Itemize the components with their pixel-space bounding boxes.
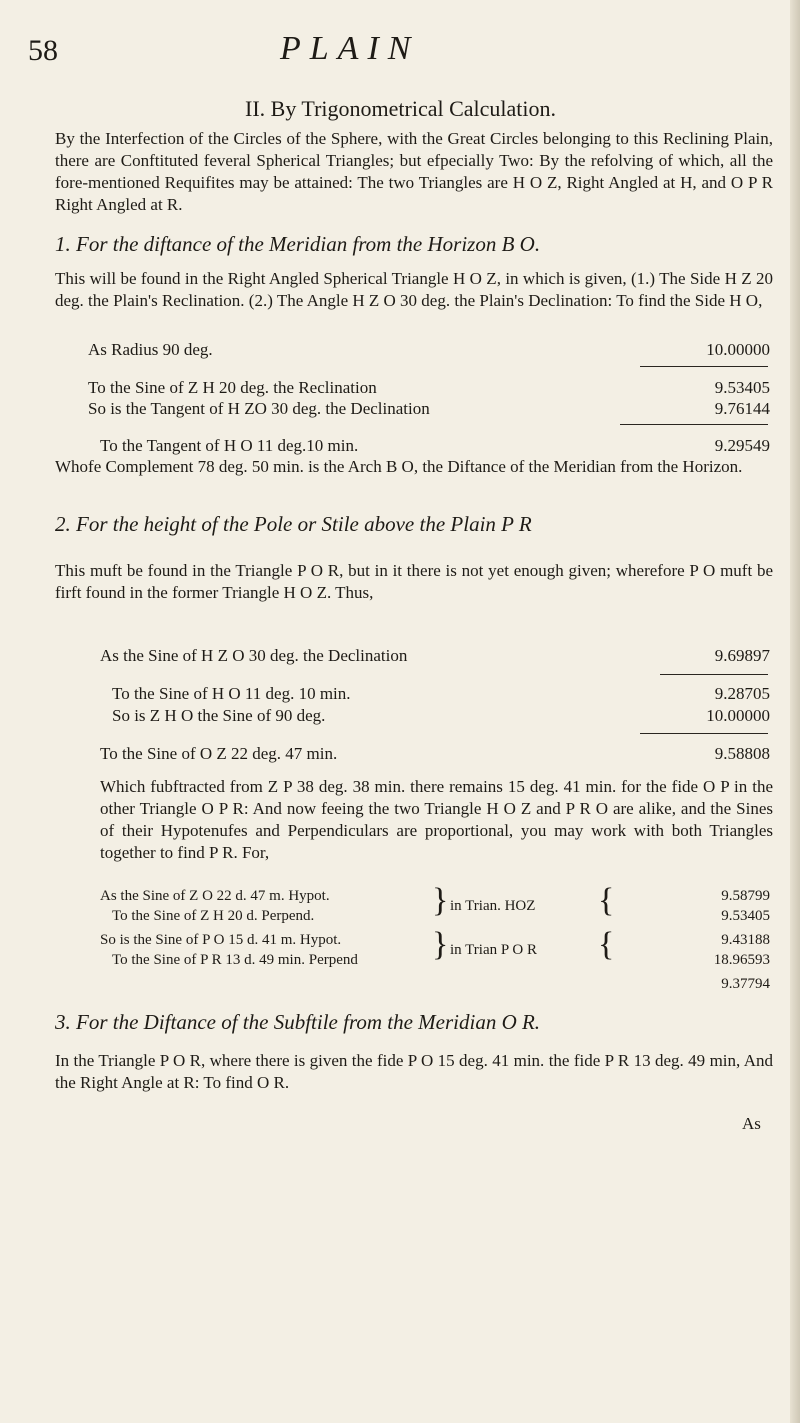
problem-2-heading: 2. For the height of the Pole or Stile above the Plain P R <box>55 512 532 536</box>
problem-2-text: This muft be found in the Triangle P O R, but in it there is not yet enough given; wherefore P O muft be firft found in the former Triangle H O Z. Thus, <box>55 561 773 602</box>
calc-row-label: To the Sine of H O 11 deg. 10 min. <box>112 684 351 703</box>
problem-3-text: In the Triangle P O R, where there is given the fide P O 15 deg. 41 min. the fide P R 13 deg. 49 min, And the Right Angle at R: To find O R. <box>55 1051 773 1092</box>
triangle-group-label: in Trian. HOZ <box>450 898 536 914</box>
calc-row-value: 9.69897 <box>714 646 770 665</box>
proportion-result: 9.37794 <box>721 976 770 992</box>
proportion-row-label: To the Sine of Z H 20 d. Perpend. <box>112 908 315 924</box>
sum-rule <box>660 674 768 675</box>
problem-2-conclusion: Which fubftracted from Z P 38 deg. 38 min. there remains 15 deg. 41 min. for the fide O P in the other Triangle O P R: And now feeing the two Triangle H O Z and P R O are alike, and the Sines of their Hypotenufes and Perpendiculars are proportional, you may work with both Triangles together to find P R. For, <box>100 777 773 862</box>
running-head: PLAIN <box>280 30 420 67</box>
sum-rule <box>640 366 768 367</box>
calc-row-label: As Radius 90 deg. <box>88 340 213 359</box>
problem-1-heading: 1. For the diftance of the Meridian from the Horizon B O. <box>55 232 541 256</box>
catchword: As <box>742 1114 761 1133</box>
problem-1-text: This will be found in the Right Angled Spherical Triangle H O Z, in which is given, (1.) The Side H Z 20 deg. the Plain's Reclination. (2.) The Angle H Z O 30 deg. the Plain's Declination: To find the Side H O, <box>55 269 773 310</box>
proportion-value: 9.58799 <box>721 888 770 904</box>
calc-row-label: To the Sine of Z H 20 deg. the Reclination <box>88 378 377 397</box>
proportion-value: 18.96593 <box>713 952 770 968</box>
calc-row-label: So is Z H O the Sine of 90 deg. <box>112 706 326 725</box>
problem-3-heading: 3. For the Diftance of the Subftile from the Meridian O R. <box>55 1010 541 1034</box>
page-number: 58 <box>28 34 58 67</box>
calc-row-label: To the Tangent of H O 11 deg.10 min. <box>100 436 359 455</box>
proportion-value: 9.43188 <box>721 932 770 948</box>
proportion-row-label: So is the Sine of P O 15 d. 41 m. Hypot. <box>100 932 342 948</box>
sum-rule <box>640 733 768 734</box>
intro-paragraph: By the Interfection of the Circles of the Sphere, with the Great Circles belonging to this Reclining Plain, there are Conftituted feveral Spherical Triangles; but efpecially Two: By the refolving of which, all the fore-mentioned Requifites may be attained: The two Triangles are H O Z, Right Angled at H, and O P R Right Angled at R. <box>55 129 773 214</box>
brace-glyph: { <box>598 926 615 963</box>
section-title: II. By Trigonometrical Calculation. <box>245 96 557 121</box>
calc-row-value: 9.28705 <box>714 684 770 703</box>
proportion-row-label: To the Sine of P R 13 d. 49 min. Perpend <box>112 952 358 968</box>
problem-1-conclusion: Whofe Complement 78 deg. 50 min. is the Arch B O, the Diftance of the Meridian from the Horizon. <box>55 457 743 476</box>
brace-glyph: } <box>432 882 449 919</box>
calc-row-value: 9.29549 <box>714 436 770 455</box>
calc-row-value: 9.53405 <box>714 378 770 397</box>
brace-glyph: } <box>432 926 449 963</box>
sum-rule <box>620 424 768 425</box>
calc-row-value: 10.00000 <box>706 706 770 725</box>
calc-row-value: 9.76144 <box>714 399 770 418</box>
calc-row-value: 10.00000 <box>706 340 770 359</box>
page-edge <box>790 0 800 1423</box>
calc-row-value: 9.58808 <box>714 744 770 763</box>
calc-row-label: So is the Tangent of H ZO 30 deg. the Declination <box>88 399 430 418</box>
proportion-value: 9.53405 <box>721 908 770 924</box>
proportion-row-label: As the Sine of Z O 22 d. 47 m. Hypot. <box>100 888 330 904</box>
triangle-group-label: in Trian P O R <box>450 942 537 958</box>
brace-glyph: { <box>598 882 615 919</box>
calc-row-label: As the Sine of H Z O 30 deg. the Declination <box>100 646 408 665</box>
calc-row-label: To the Sine of O Z 22 deg. 47 min. <box>100 744 338 763</box>
